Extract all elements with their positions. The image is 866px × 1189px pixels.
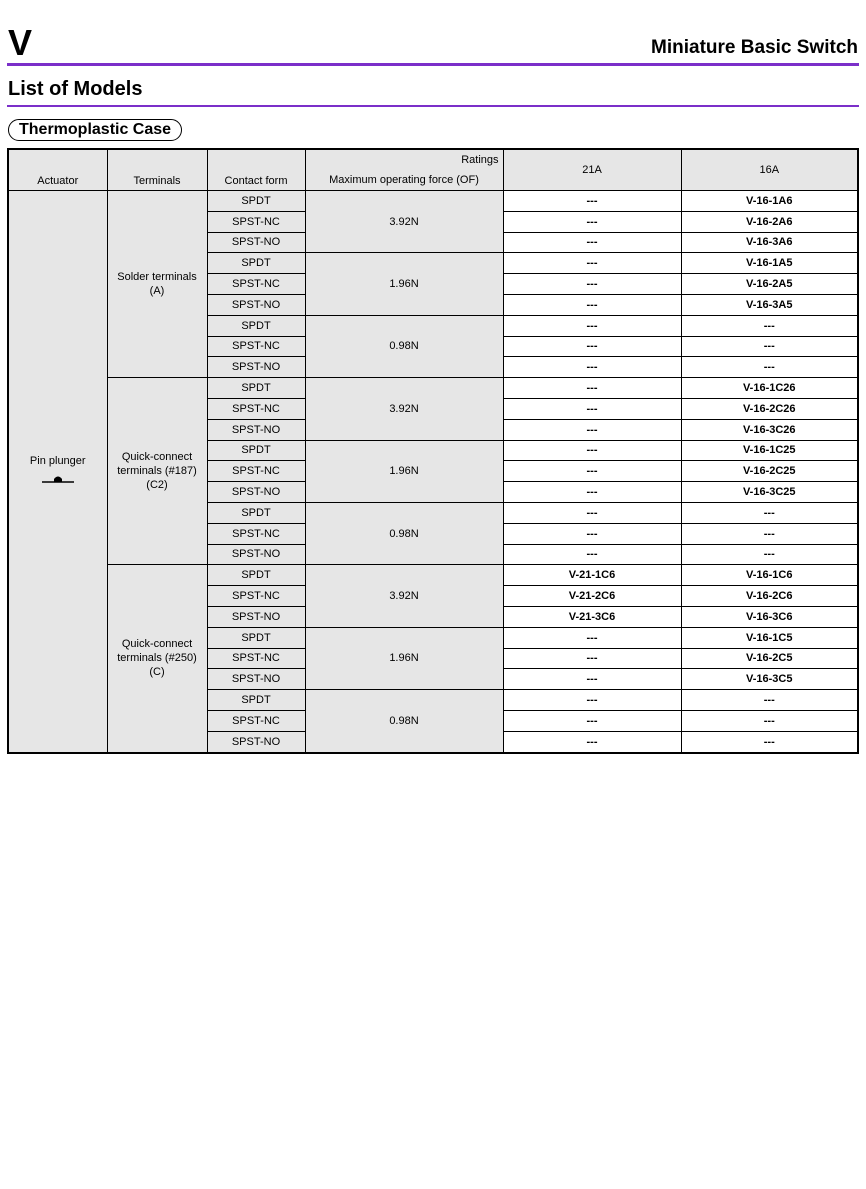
section-title: List of Models xyxy=(8,78,143,100)
operating-force-cell: 1.96N xyxy=(305,253,503,315)
table-row xyxy=(8,378,858,399)
contact-form-cell: SPST-NC xyxy=(207,710,305,731)
model-21a-cell: --- xyxy=(503,502,681,523)
model-21a-cell: --- xyxy=(503,253,681,274)
model-21a-cell: --- xyxy=(503,710,681,731)
terminals-cell: Quick-connect terminals (#250) (C) xyxy=(107,565,207,753)
model-21a-cell: --- xyxy=(503,544,681,565)
contact-form-cell: SPST-NC xyxy=(207,336,305,357)
subsection-label: Thermoplastic Case xyxy=(8,119,182,141)
model-16a-cell: --- xyxy=(681,710,858,731)
model-21a-cell: --- xyxy=(503,232,681,253)
model-21a-cell: --- xyxy=(503,440,681,461)
table-row xyxy=(8,191,858,212)
model-21a-cell: --- xyxy=(503,731,681,752)
header-16a: 16A xyxy=(681,149,858,191)
contact-form-cell: SPST-NO xyxy=(207,419,305,440)
model-16a-cell: V-16-2A5 xyxy=(681,274,858,295)
contact-form-cell: SPDT xyxy=(207,440,305,461)
series-logo: V xyxy=(8,22,33,63)
model-16a-cell: V-16-1A6 xyxy=(681,191,858,212)
contact-form-cell: SPST-NC xyxy=(207,398,305,419)
contact-form-cell: SPST-NO xyxy=(207,357,305,378)
terminals-cell: Solder terminals (A) xyxy=(107,191,207,378)
header-contact-form: Contact form xyxy=(207,149,305,191)
operating-force-cell: 3.92N xyxy=(305,191,503,253)
contact-form-cell: SPST-NC xyxy=(207,461,305,482)
model-21a-cell: --- xyxy=(503,690,681,711)
model-16a-cell: V-16-3A5 xyxy=(681,294,858,315)
contact-form-cell: SPST-NO xyxy=(207,606,305,627)
model-16a-cell: V-16-3A6 xyxy=(681,232,858,253)
header-terminals: Terminals xyxy=(107,149,207,191)
contact-form-cell: SPDT xyxy=(207,315,305,336)
model-21a-cell: --- xyxy=(503,378,681,399)
contact-form-cell: SPDT xyxy=(207,502,305,523)
model-16a-cell: V-16-2A6 xyxy=(681,211,858,232)
contact-form-cell: SPST-NO xyxy=(207,482,305,503)
divider xyxy=(7,63,859,66)
contact-form-cell: SPST-NC xyxy=(207,523,305,544)
operating-force-cell: 1.96N xyxy=(305,440,503,502)
models-table xyxy=(7,148,859,754)
operating-force-cell: 3.92N xyxy=(305,378,503,440)
model-16a-cell: V-16-3C25 xyxy=(681,482,858,503)
operating-force-cell: 0.98N xyxy=(305,690,503,753)
model-21a-cell: --- xyxy=(503,461,681,482)
table-row xyxy=(8,565,858,586)
contact-form-cell: SPST-NO xyxy=(207,731,305,752)
model-16a-cell: V-16-2C26 xyxy=(681,398,858,419)
model-16a-cell: V-16-1C6 xyxy=(681,565,858,586)
model-16a-cell: V-16-1C26 xyxy=(681,378,858,399)
model-21a-cell: --- xyxy=(503,294,681,315)
model-16a-cell: --- xyxy=(681,315,858,336)
model-21a-cell: V-21-1C6 xyxy=(503,565,681,586)
model-16a-cell: V-16-2C5 xyxy=(681,648,858,669)
operating-force-cell: 0.98N xyxy=(305,315,503,377)
model-16a-cell: --- xyxy=(681,502,858,523)
model-21a-cell: --- xyxy=(503,274,681,295)
actuator-cell xyxy=(8,191,107,753)
operating-force-cell: 3.92N xyxy=(305,565,503,627)
model-16a-cell: --- xyxy=(681,523,858,544)
model-21a-cell: --- xyxy=(503,523,681,544)
model-16a-cell: --- xyxy=(681,336,858,357)
model-16a-cell: V-16-2C25 xyxy=(681,461,858,482)
pin-plunger-icon xyxy=(40,473,76,485)
contact-form-cell: SPST-NO xyxy=(207,544,305,565)
product-title: Miniature Basic Switch xyxy=(651,37,858,58)
model-21a-cell: --- xyxy=(503,398,681,419)
model-21a-cell: V-21-3C6 xyxy=(503,606,681,627)
divider xyxy=(7,105,859,107)
contact-form-cell: SPST-NO xyxy=(207,232,305,253)
model-16a-cell: V-16-3C26 xyxy=(681,419,858,440)
operating-force-cell: 1.96N xyxy=(305,627,503,689)
model-16a-cell: --- xyxy=(681,690,858,711)
contact-form-cell: SPST-NO xyxy=(207,669,305,690)
contact-form-cell: SPDT xyxy=(207,565,305,586)
header-of: Maximum operating force (OF) xyxy=(305,170,503,191)
actuator-label: Pin plunger xyxy=(29,454,86,467)
model-16a-cell: --- xyxy=(681,731,858,752)
operating-force-cell: 0.98N xyxy=(305,502,503,564)
model-16a-cell: V-16-1C25 xyxy=(681,440,858,461)
terminals-cell: Quick-connect terminals (#187) (C2) xyxy=(107,378,207,565)
model-21a-cell: --- xyxy=(503,482,681,503)
model-21a-cell: --- xyxy=(503,191,681,212)
contact-form-cell: SPST-NC xyxy=(207,648,305,669)
header-actuator: Actuator xyxy=(8,149,107,191)
contact-form-cell: SPDT xyxy=(207,253,305,274)
contact-form-cell: SPST-NC xyxy=(207,586,305,607)
header-ratings: Ratings xyxy=(305,149,503,170)
contact-form-cell: SPDT xyxy=(207,627,305,648)
model-16a-cell: V-16-1C5 xyxy=(681,627,858,648)
model-21a-cell: --- xyxy=(503,357,681,378)
model-21a-cell: --- xyxy=(503,648,681,669)
header-21a: 21A xyxy=(503,149,681,191)
model-16a-cell: V-16-3C6 xyxy=(681,606,858,627)
contact-form-cell: SPDT xyxy=(207,690,305,711)
contact-form-cell: SPST-NC xyxy=(207,274,305,295)
contact-form-cell: SPST-NC xyxy=(207,211,305,232)
model-21a-cell: --- xyxy=(503,419,681,440)
model-21a-cell: --- xyxy=(503,211,681,232)
model-16a-cell: V-16-2C6 xyxy=(681,586,858,607)
model-16a-cell: --- xyxy=(681,357,858,378)
model-16a-cell: V-16-3C5 xyxy=(681,669,858,690)
model-16a-cell: V-16-1A5 xyxy=(681,253,858,274)
contact-form-cell: SPDT xyxy=(207,378,305,399)
model-21a-cell: --- xyxy=(503,627,681,648)
model-21a-cell: --- xyxy=(503,669,681,690)
model-16a-cell: --- xyxy=(681,544,858,565)
contact-form-cell: SPDT xyxy=(207,191,305,212)
model-21a-cell: V-21-2C6 xyxy=(503,586,681,607)
model-21a-cell: --- xyxy=(503,336,681,357)
model-21a-cell: --- xyxy=(503,315,681,336)
contact-form-cell: SPST-NO xyxy=(207,294,305,315)
